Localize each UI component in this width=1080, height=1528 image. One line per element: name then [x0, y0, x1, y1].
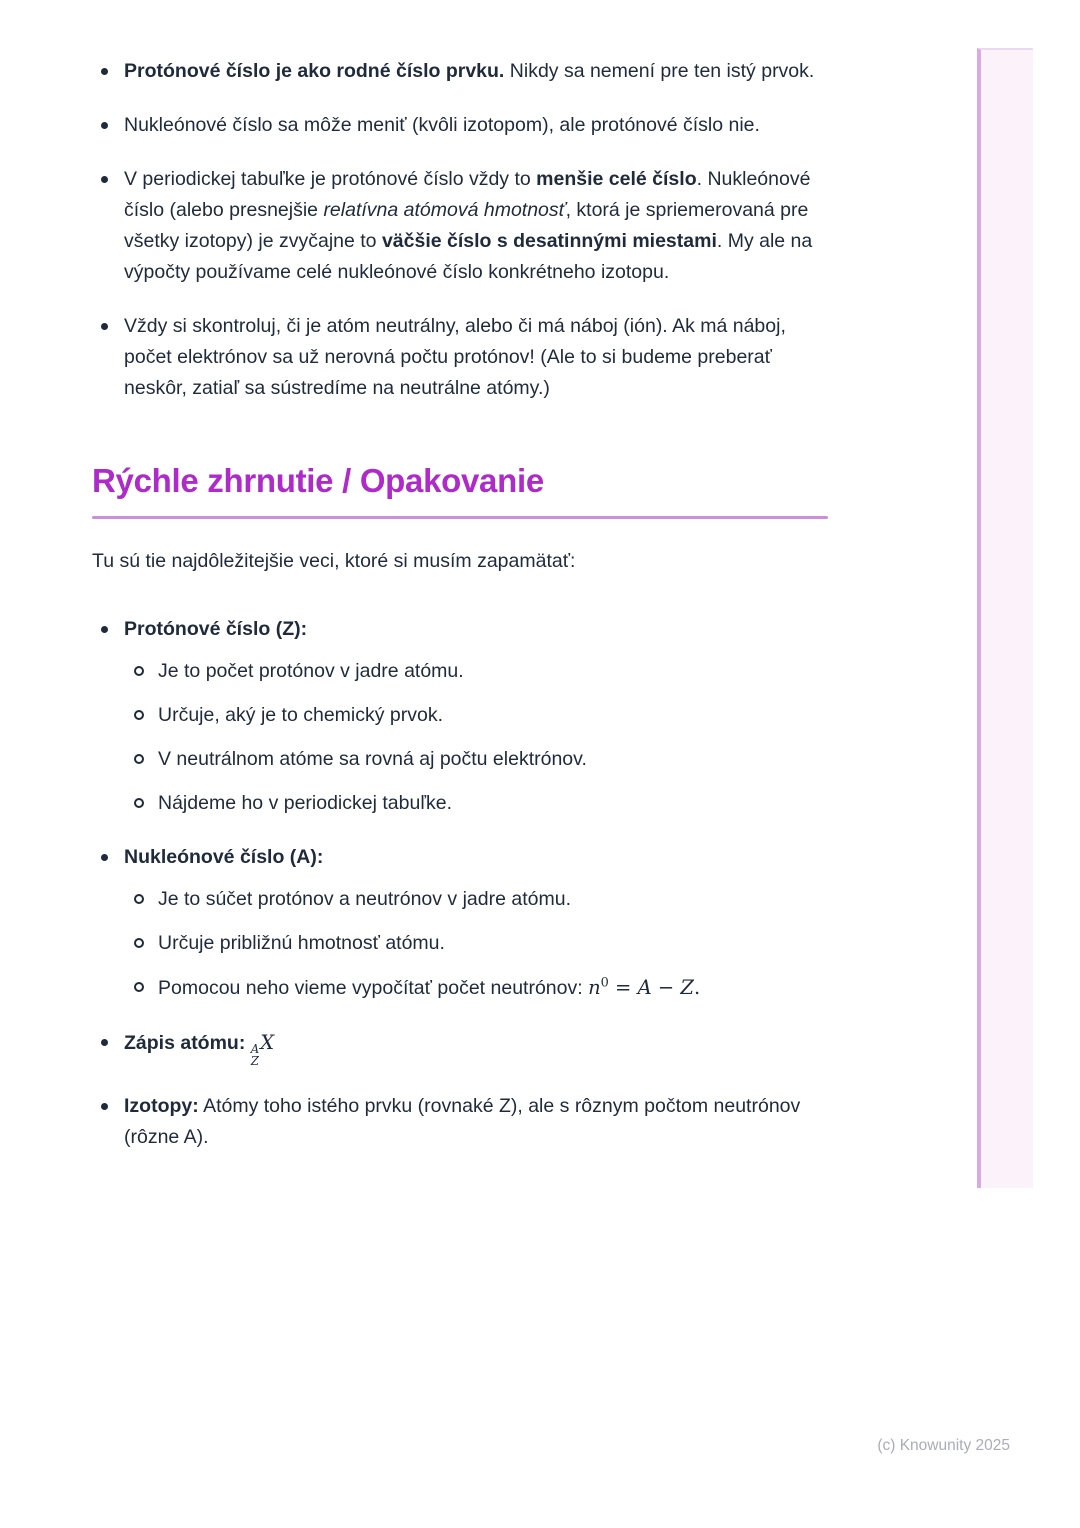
bullet-text: Vždy si skontroluj, či je atóm neutrálny, alebo či má náboj (ión). Ak má náboj, počet elektrónov sa už nerovná počtu protónov! (Ale to si budeme preberať neskôr, zatiaľ sa sústredíme na neutrálne atómy.)	[124, 315, 786, 399]
nucleon-sublist	[124, 884, 832, 1004]
sub-bullet-text: Pomocou neho vieme vypočítať počet neutrónov:	[158, 977, 589, 999]
bullet-text: Atómy toho istého prvku (rovnaké Z), ale s rôznym počtom neutrónov (rôzne A).	[124, 1094, 801, 1148]
sub-list-item	[124, 656, 832, 687]
atom-notation	[250, 1031, 275, 1069]
intro-paragraph: Tu sú tie najdôležitejšie veci, ktoré si musím zapamätať:	[92, 550, 576, 572]
bullet-text: . Nukleónové číslo (alebo presnejšie	[124, 168, 811, 221]
list-item	[92, 842, 832, 1004]
list-item	[92, 614, 832, 819]
element-symbol-x: X	[260, 1031, 275, 1054]
sub-bullet-text: Určuje, aký je to chemický prvok.	[158, 704, 444, 726]
neutron-formula	[588, 976, 700, 999]
key-points-list	[92, 56, 832, 404]
list-item	[92, 1027, 832, 1068]
bullet-text-bold: Protónové číslo je ako rodné číslo prvku.	[124, 60, 505, 82]
list-item	[92, 1091, 832, 1153]
bullet-text-bold: menšie celé číslo	[536, 168, 697, 190]
sub-bullet-text: Určuje približnú hmotnosť atómu.	[158, 932, 445, 954]
sub-bullet-text: Nájdeme ho v periodickej tabuľke.	[158, 792, 453, 814]
heading-underline	[92, 516, 828, 519]
mass-number-a: A	[250, 1042, 260, 1057]
sub-bullet-text: Je to súčet protónov a neutrónov v jadre atómu.	[158, 888, 571, 910]
summary-title: Izotopy:	[124, 1094, 199, 1117]
copyright-footer: (c) Knowunity 2025	[877, 1437, 1010, 1454]
bullet-text: Nukleónové číslo sa môže meniť (kvôli izotopom), ale protónové číslo nie.	[124, 114, 760, 136]
bullet-text: Nikdy sa nemení pre ten istý prvok.	[504, 60, 815, 82]
side-page-preview-panel	[977, 48, 1033, 1188]
summary-title: Zápis atómu:	[124, 1032, 251, 1054]
summary-list	[92, 614, 832, 1153]
summary-title: Nukleónové číslo (A):	[124, 846, 324, 868]
note-content	[92, 56, 832, 1176]
page-title: Rýchle zhrnutie / Opakovanie	[92, 462, 544, 499]
sub-bullet-text: V neutrálnom atóme sa rovná aj počtu elektrónov.	[158, 748, 587, 770]
sub-list-item	[124, 972, 832, 1004]
summary-title: Protónové číslo (Z):	[124, 618, 308, 640]
sub-list-item	[124, 928, 832, 959]
proton-number-z: Z	[250, 1054, 259, 1069]
bullet-text-bold: väčšie číslo s desatinnými miestami	[381, 230, 717, 252]
bullet-text: V periodickej tabuľke je protónové číslo vždy to	[124, 168, 537, 190]
sub-bullet-text: Je to počet protónov v jadre atómu.	[158, 660, 464, 682]
formula-equals: =	[608, 976, 638, 999]
bullet-text: , ktorá je spriemerovaná pre všetky izotopy) je zvyčajne to	[124, 199, 809, 252]
bullet-text-italic: relatívna atómová hmotnosť	[323, 199, 566, 221]
proton-sublist	[124, 656, 832, 819]
list-item	[92, 110, 832, 141]
formula-period: .	[693, 976, 701, 999]
sub-list-item	[124, 788, 832, 819]
sub-list-item	[124, 744, 832, 775]
sub-list-item	[124, 884, 832, 915]
formula-var-n: n	[588, 976, 601, 999]
formula-var-a: A	[637, 976, 652, 999]
list-item	[92, 311, 832, 404]
formula-var-z: Z	[680, 976, 694, 999]
formula-superscript-0: 0	[600, 975, 609, 991]
list-item	[92, 56, 832, 87]
formula-minus: −	[651, 976, 681, 999]
sub-list-item	[124, 700, 832, 731]
atom-notation-supsub	[251, 1043, 259, 1068]
bullet-text: . My ale na výpočty používame celé nukleónové číslo konkrétneho izotopu.	[124, 230, 813, 283]
list-item	[92, 164, 832, 288]
